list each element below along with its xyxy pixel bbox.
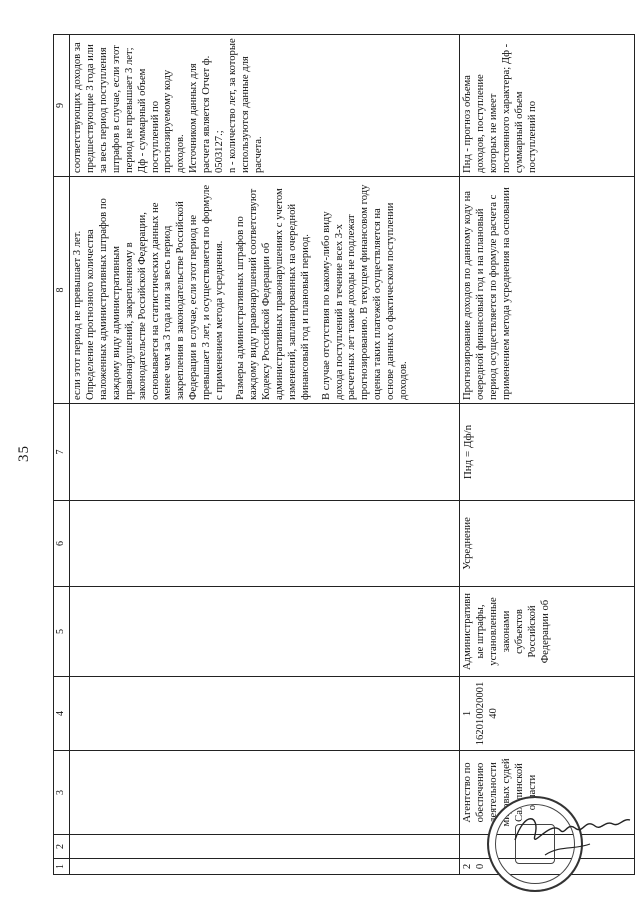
signature-icon — [505, 800, 635, 870]
method-description: Прогнозирование доходов по данному коду на очередной финансовый год и на плановый период осуществляется по формуле расчета с применением метода усреднения на основании — [460, 177, 635, 404]
forecast-table — [53, 34, 635, 875]
table-cell — [70, 835, 460, 859]
table-row — [460, 35, 635, 875]
formula-explanation-continued — [70, 35, 460, 177]
column-number: 3 — [54, 751, 70, 835]
forecast-formula — [460, 404, 635, 501]
column-number: 2 — [54, 835, 70, 859]
page-number: 35 — [16, 445, 32, 462]
explanation-paragraph: Источником данных для расчета является Отчет ф. 0503127.; — [188, 55, 226, 173]
formula-text: Пнд = Дф/n — [462, 424, 474, 480]
table-cell — [70, 501, 460, 587]
forecast-method: Усреднение — [460, 501, 635, 587]
column-number: 1 — [54, 859, 70, 875]
column-number: 9 — [54, 35, 70, 177]
method-paragraph: Размеры административных штрафов по каждому виду правонарушений соответствуют Кодексу Российской Федерации об административных правонарушениях с учетом изменений, запланированных на очередной финансовый год и плановый период. — [235, 188, 311, 400]
explanation-paragraph: Дф - суммарный объем поступлений по прогнозируемому коду доходов. — [136, 68, 187, 173]
method-paragraph: если этот период не превышает 3 лет. — [72, 230, 83, 400]
column-number: 7 — [54, 404, 70, 501]
budget-classification-code: 1 16201002000140 — [460, 677, 635, 751]
administrator-name: Агентство по обеспечению деятельности мировых судей Сахалинской области — [460, 751, 635, 835]
column-number: 8 — [54, 177, 70, 404]
column-number: 5 — [54, 587, 70, 677]
table-cell — [70, 751, 460, 835]
column-numbers-row — [54, 35, 70, 875]
method-description-continued — [70, 177, 460, 404]
method-paragraph: Определение прогнозного количества наложенных административных штрафов по каждому виду административным правонарушений, закрепленному в законодательстве Российской Федерации, основывается на статистических данных не менее чем за 3 года или за весь период закрепления в законодательстве Российской Федерации в случае, если этот период не превышает 3 лет, и осуществляется по формуле с применением метода усреднения. — [84, 184, 226, 400]
table-cell — [70, 404, 460, 501]
continuation-row — [70, 35, 460, 875]
explanation-paragraph: соответствующих доходов за предшествующие 3 года или за весь период поступления штрафов в случае, если этот период не превышает 3 лет; — [72, 42, 135, 173]
table-cell — [70, 859, 460, 875]
explanation-paragraph: n - количество лет, за которые используются данные для расчета. — [227, 38, 264, 173]
table-cell — [70, 677, 460, 751]
rotated-page — [53, 35, 635, 875]
column-number: 4 — [54, 677, 70, 751]
table-cell — [70, 587, 460, 677]
column-number: 6 — [54, 501, 70, 587]
row-number: 20 — [460, 859, 635, 875]
revenue-name: Административные штрафы, установленные законами субъектов Российской Федерации об — [460, 587, 635, 677]
formula-explanation: Пнд - прогноз объема доходов, поступление которых не имеет постоянного характера; Дф - суммарный объем поступлений по — [460, 35, 635, 177]
method-paragraph: В случае отсутствия по какому-либо виду дохода поступлений в течение всех 3-х расчетных лет такие доходы не подлежат прогнозированию. В текущем финансовом году оценка таких платежей осуществляется на основе данных о фактическом поступлении доходов. — [320, 184, 410, 400]
